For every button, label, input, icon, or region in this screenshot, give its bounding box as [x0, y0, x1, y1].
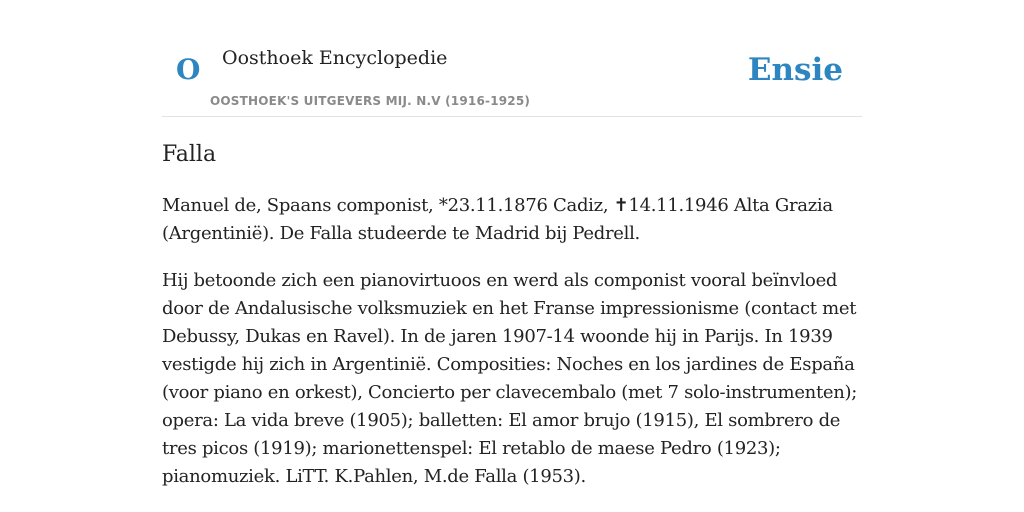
- site-title-link[interactable]: Oosthoek Encyclopedie: [222, 47, 448, 69]
- article: [162, 138, 862, 491]
- site-header: [162, 0, 862, 117]
- article-title: Falla: [162, 142, 217, 167]
- ensie-brand-link[interactable]: Ensie: [747, 52, 843, 88]
- article-paragraph-2: Hij betoonde zich een pianovirtuoos en werd als componist vooral beïnvloed door de Andalusische volksmuziek en het Franse impressionisme (contact met Debussy, Dukas en Ravel). In de jaren 1907-14 woonde hij in Parijs. In 1939 vestigde hij zich in Argentinië. Composities: Noches en los jardines de España (voor piano en orkest), Concierto per clavecembalo (met 7 solo-instrumenten); opera: La vida breve (1905); balletten: El amor brujo (1915), El sombrero de tres picos (1919); marionettenspel: El retablo de maese Pedro (1923); pianomuziek. LiTT. K.Pahlen, M.de Falla (1953).: [162, 270, 858, 487]
- article-paragraph-1: Manuel de, Spaans componist, *23.11.1876 Cadiz, ✝14.11.1946 Alta Grazia (Argentinië). De Falla studeerde te Madrid bij Pedrell.: [162, 195, 833, 244]
- publisher-subtitle: OOSTHOEK'S UITGEVERS MIJ. N.V (1916-1925): [210, 94, 531, 108]
- site-logo[interactable]: O: [176, 53, 201, 86]
